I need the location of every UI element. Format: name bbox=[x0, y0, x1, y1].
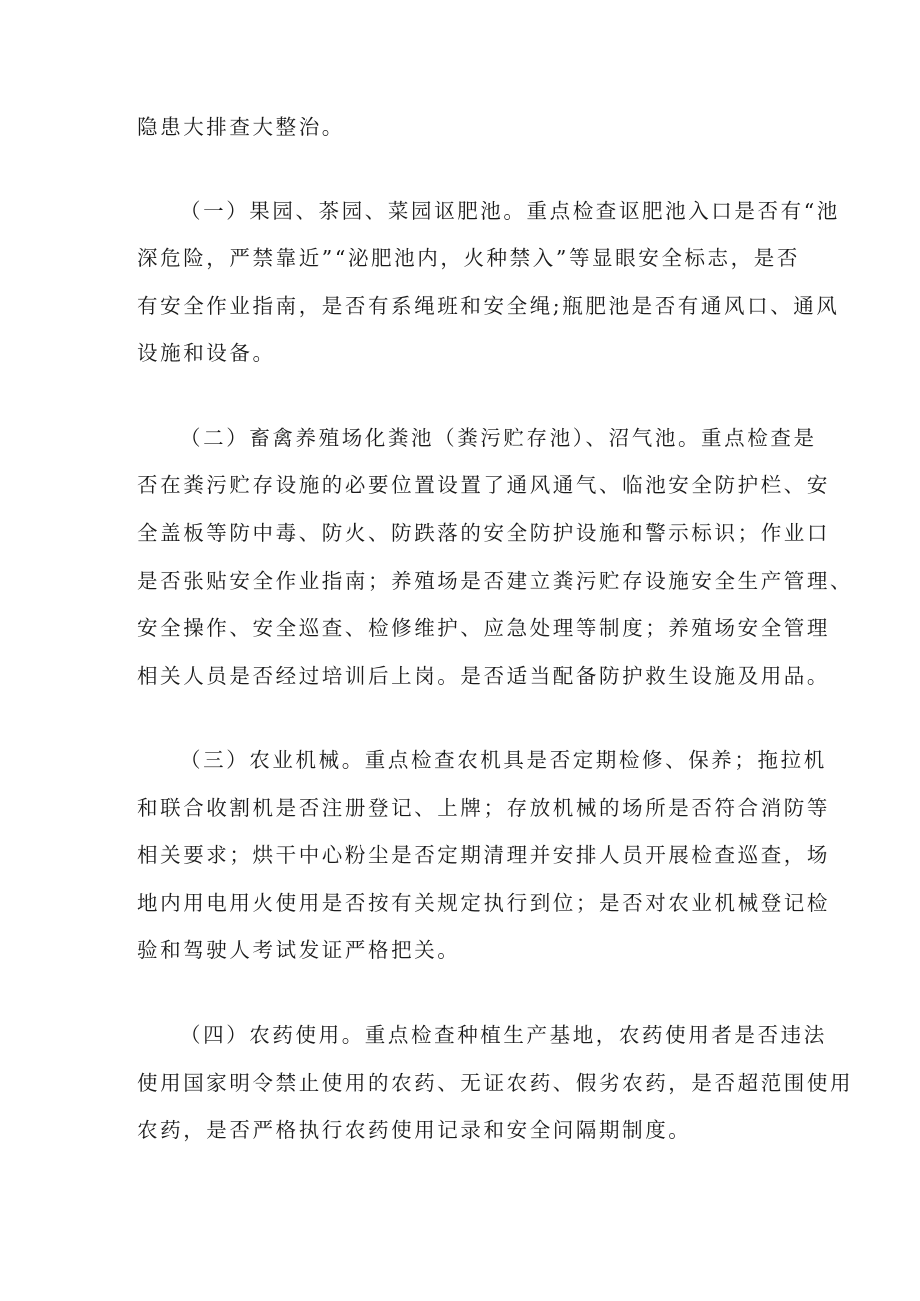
section-1-line-4: 设施和设备。 bbox=[137, 341, 276, 365]
intro-line-1: 隐患大排查大整治。 bbox=[137, 115, 345, 139]
section-3-line-5: 验和驾驶人考试发证严格把关。 bbox=[137, 938, 461, 962]
section-4-line-3: 农药，是否严格执行农药使用记录和安全问隔期制度。 bbox=[137, 1118, 692, 1142]
section-2-line-2: 否在粪污贮存设施的必要位置设置了通风通气、临池安全防护栏、安 bbox=[137, 473, 830, 497]
section-2-line-3: 全盖板等防中毒、防火、防跌落的安全防护设施和警示标识；作业口 bbox=[137, 521, 830, 545]
section-2-line-1: （二）畜禽养殖场化粪池（粪污贮存池）、沼气池。重点检查是 bbox=[180, 426, 817, 450]
section-2-line-6: 相关人员是否经过培训后上岗。是否适当配备防护救生设施及用品。 bbox=[137, 664, 830, 688]
section-1-line-3: 有安全作业指南，是否有系绳班和安全绳;瓶肥池是否有通风口、通风 bbox=[137, 294, 840, 318]
section-3-line-2: 和联合收割机是否注册登记、上牌；存放机械的场所是否符合消防等 bbox=[137, 796, 830, 820]
section-4-line-1: （四）农药使用。重点检查种植生产基地，农药使用者是否违法 bbox=[180, 1023, 827, 1047]
section-3-line-3: 相关要求；烘干中心粉尘是否定期清理并安排人员开展检查巡查，场 bbox=[137, 843, 830, 867]
section-2-line-5: 安全操作、安全巡查、检修维护、应急处理等制度；养殖场安全管理 bbox=[137, 616, 830, 640]
section-3-line-4: 地内用电用火使用是否按有关规定执行到位；是否对农业机械登记检 bbox=[137, 891, 830, 915]
section-1-line-2: 深危险，严禁靠近”“泌肥池内，火种禁入”等显眼安全标志，是否 bbox=[137, 246, 800, 270]
section-3-line-1: （三）农业机械。重点检查农机具是否定期检修、保养；拖拉机 bbox=[180, 748, 827, 772]
section-1-line-1: （一）果园、茶园、菜园讴肥池。重点检查讴肥池入口是否有“池 bbox=[180, 199, 840, 223]
section-2-line-4: 是否张贴安全作业指南；养殖场是否建立粪污贮存设施安全生产管理、 bbox=[137, 569, 854, 593]
section-4-line-2: 使用国家明令禁止使用的农药、无证农药、假劣农药，是否超范围使用 bbox=[137, 1071, 854, 1095]
